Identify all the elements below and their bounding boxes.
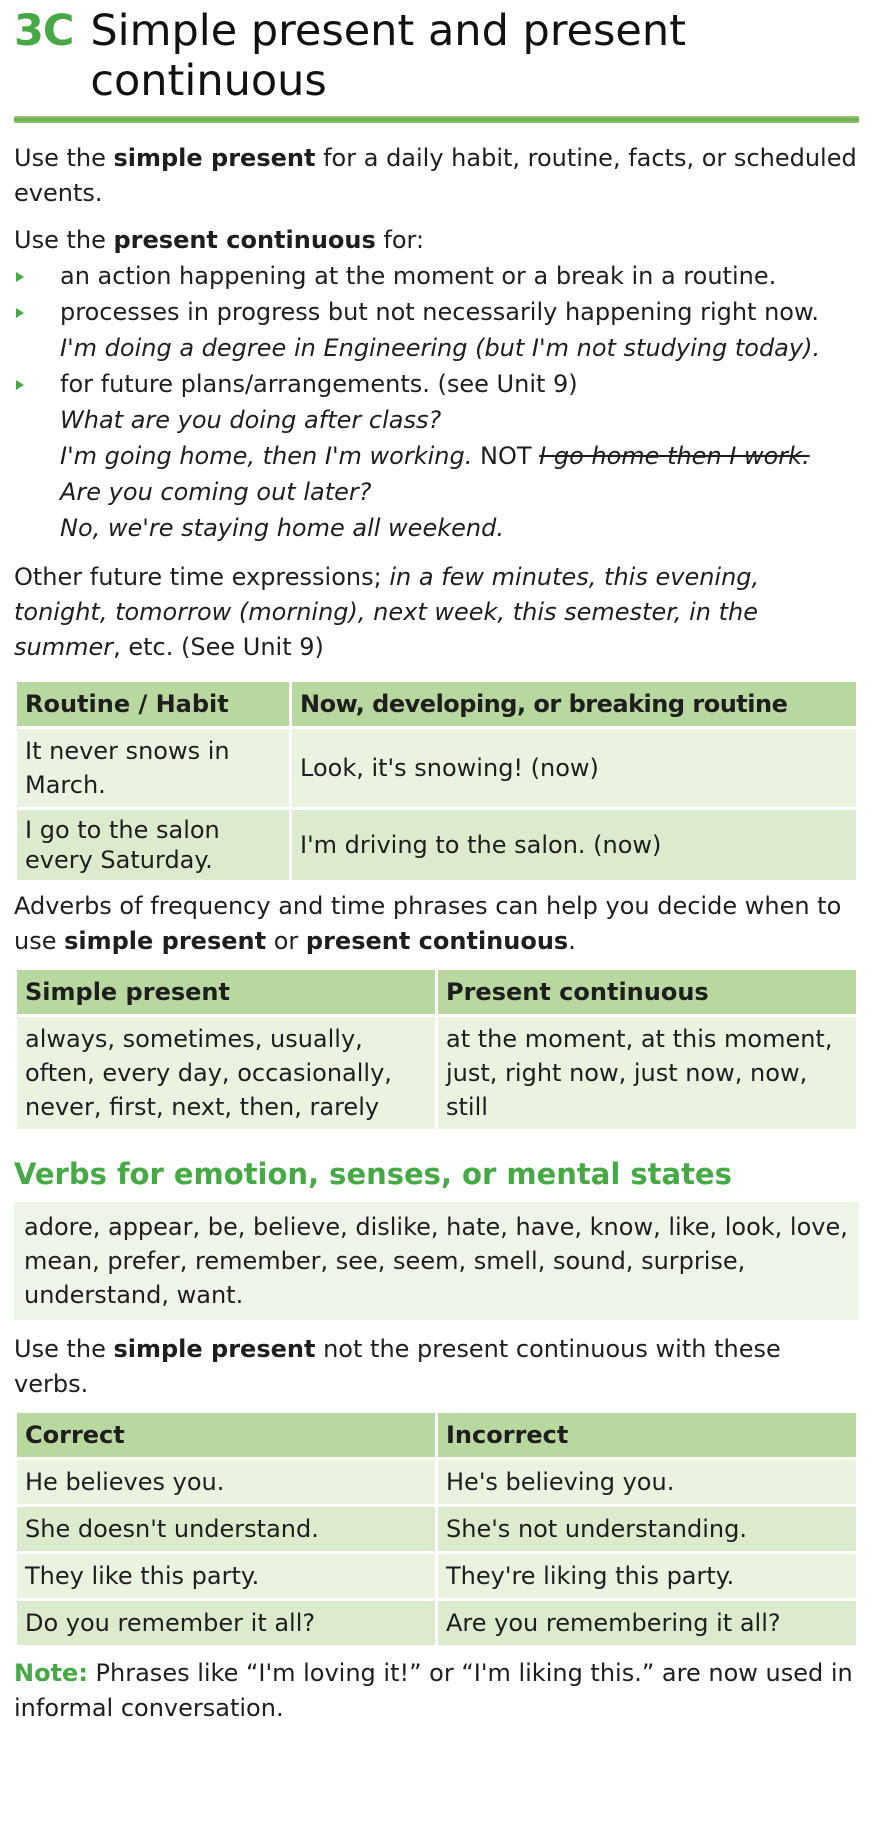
table-cell: She's not understanding. bbox=[437, 1506, 858, 1553]
table-cell: I go to the salon every Saturday. bbox=[16, 809, 291, 882]
use-text: for future plans/arrangements. (see Unit 9) bbox=[60, 370, 578, 398]
uses-list-future bbox=[14, 366, 859, 402]
future-example-3: Are you coming out later? bbox=[60, 478, 372, 506]
future-example-4: No, we're staying home all weekend. bbox=[60, 514, 504, 542]
correct-incorrect-table bbox=[14, 1410, 859, 1648]
adverbs-prefix: Adverbs of frequency and time phrases can help you decide when to use bbox=[14, 892, 842, 955]
table-cell: They like this party. bbox=[16, 1553, 437, 1600]
table-header: Simple present bbox=[16, 969, 437, 1016]
use-text: processes in progress but not necessarily happening right now. bbox=[60, 298, 820, 326]
table-header: Now, developing, or breaking routine bbox=[291, 681, 858, 728]
list-item bbox=[14, 294, 859, 330]
table-header: Correct bbox=[16, 1412, 437, 1459]
future-example-2 bbox=[14, 438, 859, 474]
verbs-rule bbox=[14, 1332, 859, 1402]
section-heading: Verbs for emotion, senses, or mental states bbox=[14, 1157, 732, 1191]
table-row bbox=[16, 1600, 858, 1647]
continuous-prefix: Use the bbox=[14, 226, 114, 254]
rule-prefix: Use the bbox=[14, 1335, 114, 1363]
list-item bbox=[14, 366, 859, 402]
use-text: an action happening at the moment or a break in a routine. bbox=[60, 262, 777, 290]
table-cell: Do you remember it all? bbox=[16, 1600, 437, 1647]
adverbs-mid: or bbox=[266, 927, 306, 955]
not-label: NOT bbox=[472, 442, 540, 470]
list-item bbox=[14, 258, 859, 294]
table-row bbox=[16, 809, 858, 882]
unit-number: 3C bbox=[14, 6, 74, 56]
table-row bbox=[16, 728, 858, 809]
table-cell: She doesn't understand. bbox=[16, 1506, 437, 1553]
table-cell: It never snows in March. bbox=[16, 728, 291, 809]
table-header: Incorrect bbox=[437, 1412, 858, 1459]
table-cell: Are you remembering it all? bbox=[437, 1600, 858, 1647]
continuous-suffix: for: bbox=[375, 226, 425, 254]
triangle-bullet-icon bbox=[16, 308, 24, 318]
verbs-list-box: adore, appear, be, believe, dislike, hate, have, know, like, look, love, mean, prefer, remember, see, seem, smell, sound, surprise, understand, want. bbox=[14, 1202, 859, 1320]
page-title: Simple present and present continuous bbox=[90, 6, 686, 106]
wrong-example: I go home then I work. bbox=[539, 442, 810, 470]
expressions-prefix: Other future time expressions; bbox=[14, 563, 390, 591]
future-expressions bbox=[14, 560, 859, 665]
table-cell: always, sometimes, usually, often, every day, occasionally, never, first, next, then, rarely bbox=[16, 1016, 437, 1131]
frequency-table bbox=[14, 967, 859, 1132]
page-header bbox=[14, 0, 859, 106]
future-example-1: What are you doing after class? bbox=[60, 406, 442, 434]
table-row bbox=[16, 1506, 858, 1553]
table-cell: He believes you. bbox=[16, 1459, 437, 1506]
expressions-list: in a few minutes, this evening, tonight, tomorrow (morning), next week, this semester, in the summer bbox=[14, 563, 760, 661]
adverbs-intro bbox=[14, 889, 859, 959]
table-cell: I'm driving to the salon. (now) bbox=[291, 809, 858, 882]
table-header: Routine / Habit bbox=[16, 681, 291, 728]
table-row bbox=[16, 1553, 858, 1600]
title-divider bbox=[14, 116, 859, 123]
uses-list bbox=[14, 258, 859, 330]
adverbs-term-2: present continuous bbox=[305, 927, 569, 955]
intro-term: simple present bbox=[113, 144, 316, 172]
triangle-bullet-icon bbox=[16, 380, 24, 390]
intro-prefix: Use the bbox=[14, 144, 114, 172]
use-example: I'm doing a degree in Engineering (but I'm not studying today). bbox=[60, 334, 821, 362]
rule-suffix: not the present continuous with these verbs. bbox=[14, 1335, 781, 1398]
note bbox=[14, 1656, 859, 1726]
adverbs-suffix: . bbox=[568, 927, 576, 955]
table-cell: at the moment, at this moment, just, right now, just now, now, still bbox=[437, 1016, 858, 1131]
table-cell: He's believing you. bbox=[437, 1459, 858, 1506]
routine-table bbox=[14, 679, 859, 883]
triangle-bullet-icon bbox=[16, 272, 24, 282]
intro-suffix: for a daily habit, routine, facts, or scheduled events. bbox=[14, 144, 857, 207]
expressions-suffix: , etc. (See Unit 9) bbox=[113, 633, 324, 661]
continuous-term: present continuous bbox=[113, 226, 376, 254]
note-label: Note: bbox=[14, 1659, 88, 1687]
table-cell: Look, it's snowing! (now) bbox=[291, 728, 858, 809]
table-header: Present continuous bbox=[437, 969, 858, 1016]
table-cell: They're liking this party. bbox=[437, 1553, 858, 1600]
correct-example: I'm going home, then I'm working. bbox=[60, 442, 473, 470]
rule-term: simple present bbox=[113, 1335, 316, 1363]
table-row bbox=[16, 1016, 858, 1131]
table-row bbox=[16, 1459, 858, 1506]
continuous-intro bbox=[14, 223, 859, 258]
note-text: Phrases like “I'm loving it!” or “I'm liking this.” are now used in informal conversation. bbox=[14, 1659, 853, 1722]
simple-present-intro bbox=[14, 141, 859, 211]
adverbs-term-1: simple present bbox=[64, 927, 267, 955]
